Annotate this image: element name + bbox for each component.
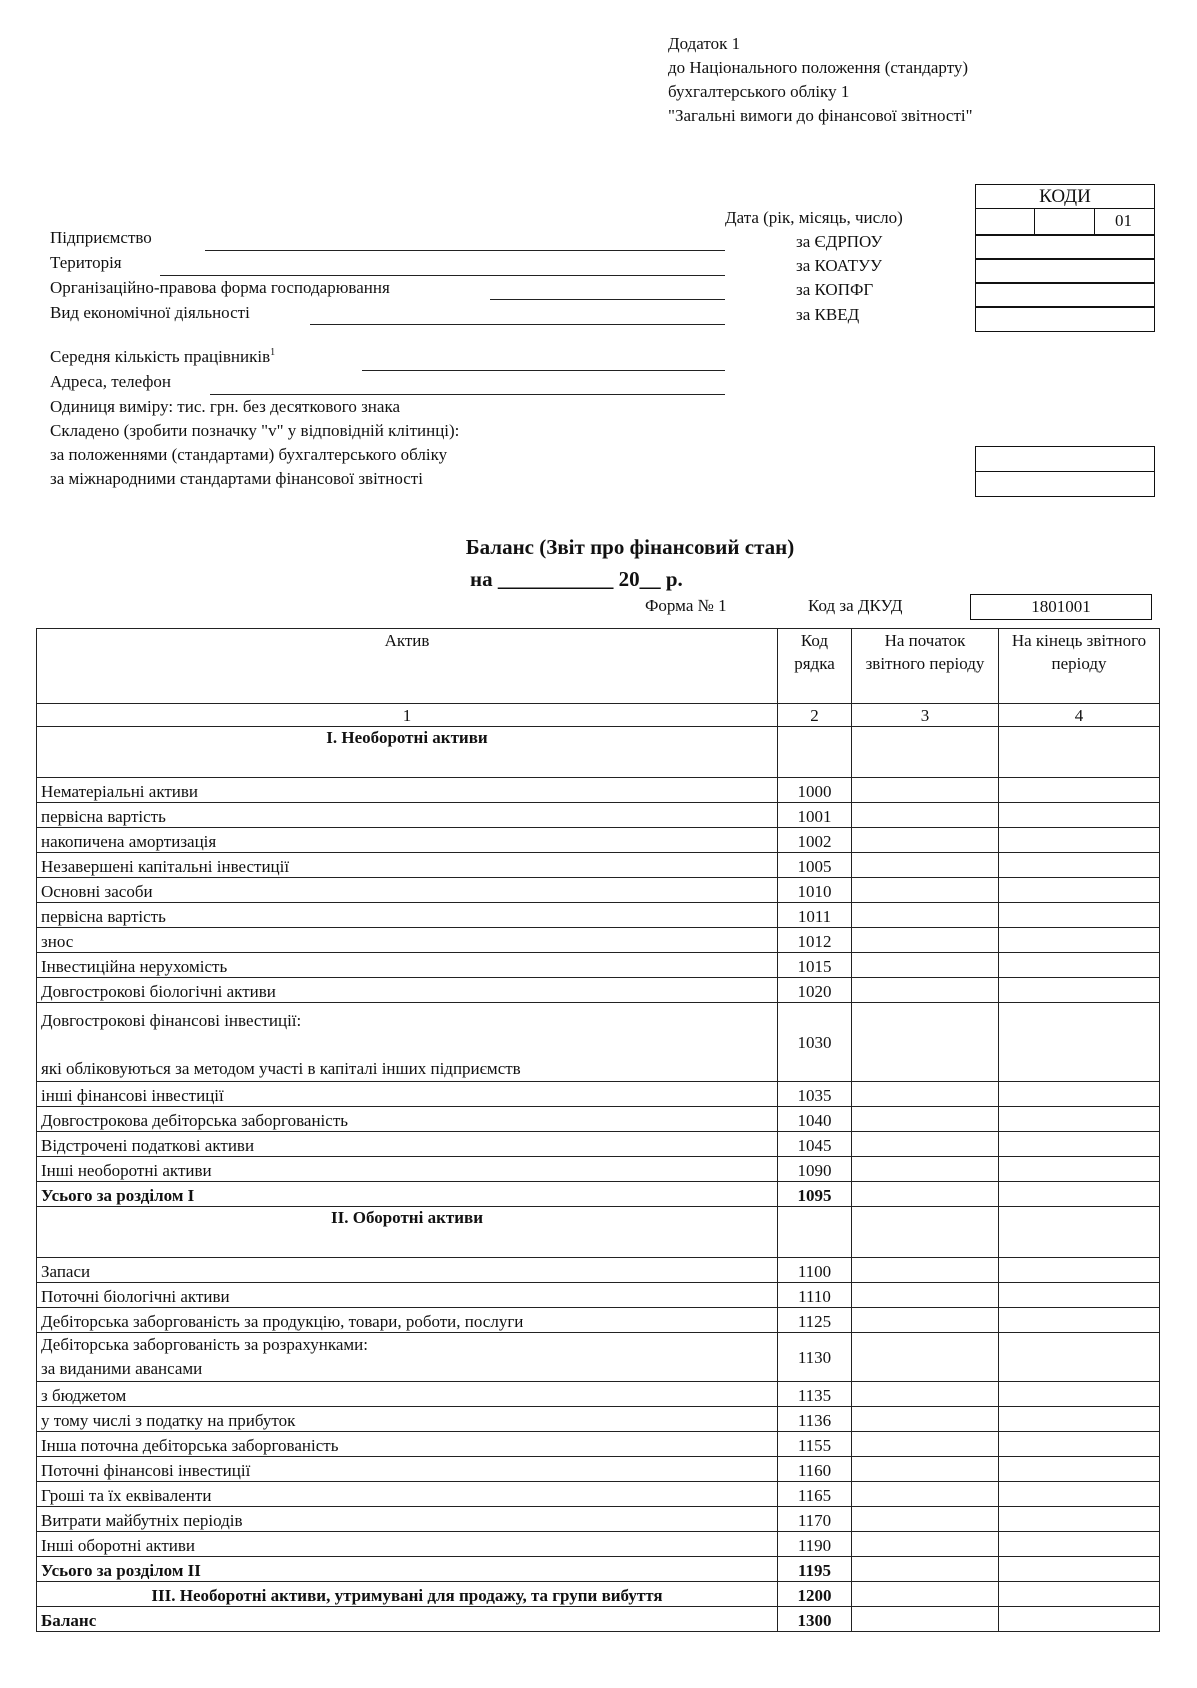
row-end-value[interactable] [999,1532,1160,1557]
row-code: 1190 [778,1532,852,1557]
employees-footnote: 1 [270,347,276,358]
row-code: 1165 [778,1482,852,1507]
section-2-rows-b [37,1382,1160,1557]
international-standards-label: за міжнародними стандартами фінансової звітності [50,469,423,488]
table-row [37,1432,1160,1457]
row-end-value[interactable] [999,778,1160,803]
page-title: Баланс (Звіт про фінансовий стан) [465,535,795,559]
row-code: 1130 [778,1333,852,1382]
territory-line[interactable] [160,275,725,276]
table-row [37,928,1160,953]
row-end-value[interactable] [999,1308,1160,1333]
territory-label: Територія [50,253,122,272]
table-header-row [37,629,1160,704]
kopfg-input[interactable] [975,282,1155,308]
table-row [37,1407,1160,1432]
row-end-value[interactable] [999,803,1160,828]
edrpou-input[interactable] [975,234,1155,260]
row-code: 1110 [778,1283,852,1308]
date-code-box[interactable] [975,208,1155,236]
table-row [37,878,1160,903]
total-2-begin[interactable] [852,1557,999,1582]
row-end-value[interactable] [999,1283,1160,1308]
col-num-3: 3 [852,704,999,727]
row-code: 1040 [778,1107,852,1132]
row-label [37,1003,778,1082]
koatuu-input[interactable] [975,258,1155,284]
activity-line[interactable] [310,324,725,325]
row-end-value[interactable] [999,1157,1160,1182]
row-begin-value[interactable] [852,1308,999,1333]
section-2-heading [37,1207,1160,1258]
col-num-2: 2 [778,704,852,727]
balance-row [37,1607,1160,1632]
row-end-value[interactable] [999,928,1160,953]
row-end-value[interactable] [999,853,1160,878]
row-label: первісна вартість [37,903,778,928]
unit-label: Одиниця виміру: тис. грн. без десяткового знака [50,397,401,416]
balance-table [36,628,1160,1632]
row-label: Довгострокові біологічні активи [37,978,778,1003]
kved-input[interactable] [975,306,1155,332]
row-end-value[interactable] [999,828,1160,853]
row-label: Витрати майбутніх періодів [37,1507,778,1532]
koatuu-label: за КОАТУУ [796,256,883,275]
row-label: Дебіторська заборгованість за продукцію, товари, роботи, послуги [37,1308,778,1333]
org-form-label: Організаційно-правова форма господарювання [50,278,390,297]
row-end-value[interactable] [999,1382,1160,1407]
total-2-code: 1195 [778,1557,852,1582]
section-3-code: 1200 [778,1582,852,1607]
section-3-row [37,1582,1160,1607]
row-end-value[interactable] [999,953,1160,978]
total-1-end[interactable] [999,1182,1160,1207]
table-row [37,953,1160,978]
table-row [37,1003,1160,1082]
row-code: 1000 [778,778,852,803]
row-label: первісна вартість [37,803,778,828]
row-begin-value[interactable] [852,1507,999,1532]
row-label: накопичена амортизація [37,828,778,853]
row-begin-value[interactable] [852,853,999,878]
row-end-value[interactable] [999,1107,1160,1132]
employees-label [50,347,275,367]
table-row [37,1482,1160,1507]
section-3-begin[interactable] [852,1582,999,1607]
row-begin-value[interactable] [852,1457,999,1482]
section-1-title: І. Необоротні активи [37,727,778,778]
balance-end[interactable] [999,1607,1160,1632]
employees-text: Середня кількість працівників [50,347,271,366]
row-begin-value[interactable] [852,1003,999,1082]
total-row-2 [37,1557,1160,1582]
section-2-rows-a [37,1258,1160,1333]
table-row [37,1532,1160,1557]
table-row [37,1082,1160,1107]
row-code: 1001 [778,803,852,828]
row-end-value[interactable] [999,1333,1160,1382]
row-begin-value[interactable] [852,878,999,903]
row-label: знос [37,928,778,953]
row-label: Інші необоротні активи [37,1157,778,1182]
total-row-1 [37,1182,1160,1207]
national-standards-label: за положеннями (стандартами) бухгалтерського обліку [50,445,448,464]
header-end: На кінець звітного періоду [999,629,1160,704]
table-row [37,1507,1160,1532]
row-begin-value[interactable] [852,978,999,1003]
compiled-label: Складено (зробити позначку "v" у відповідній клітинці): [50,421,460,440]
appendix-line-1: Додаток 1 [668,34,741,53]
row-label: у тому числі з податку на прибуток [37,1407,778,1432]
table-row [37,1382,1160,1407]
row-code: 1015 [778,953,852,978]
table-row [37,1457,1160,1482]
row-label: інші фінансові інвестиції [37,1082,778,1107]
row-code: 1155 [778,1432,852,1457]
row-code: 1135 [778,1382,852,1407]
row-code: 1002 [778,828,852,853]
row-begin-value[interactable] [852,1407,999,1432]
row-code: 1160 [778,1457,852,1482]
header-begin: На початок звітного періоду [852,629,999,704]
balance-code: 1300 [778,1607,852,1632]
row-end-value[interactable] [999,1507,1160,1532]
row-code: 1030 [778,1003,852,1082]
row-begin-value[interactable] [852,1333,999,1382]
table-row [37,1308,1160,1333]
header-asset: Актив [37,629,778,704]
row-begin-value[interactable] [852,903,999,928]
table-row [37,1333,1160,1382]
dkud-code: 1801001 [970,594,1152,620]
row-begin-value[interactable] [852,1082,999,1107]
row-label: Запаси [37,1258,778,1283]
section-2-title: ІІ. Оборотні активи [37,1207,778,1258]
row-begin-value[interactable] [852,1107,999,1132]
row-label-line-2: які обліковуються за методом участі в капіталі інших підприємств [41,1059,521,1078]
row-end-value[interactable] [999,1082,1160,1107]
edrpou-label: за ЄДРПОУ [796,232,883,251]
balance-label: Баланс [37,1607,778,1632]
row-label-line-1: Довгострокові фінансові інвестиції: [41,1011,302,1030]
dkud-label: Код за ДКУД [808,596,903,615]
row-end-value[interactable] [999,1457,1160,1482]
row-end-value[interactable] [999,1432,1160,1457]
col-num-4: 4 [999,704,1160,727]
appendix-note [668,32,973,128]
row-begin-value[interactable] [852,778,999,803]
section-1-rows [37,778,1160,1003]
row-begin-value[interactable] [852,803,999,828]
row-code: 1045 [778,1132,852,1157]
appendix-line-2: до Національного положення (стандарту) [668,58,969,77]
row-code: 1005 [778,853,852,878]
row-label: з бюджетом [37,1382,778,1407]
kopfg-label: за КОПФГ [796,280,874,299]
total-1-code: 1095 [778,1182,852,1207]
column-number-row [37,704,1160,727]
table-row [37,853,1160,878]
row-begin-value[interactable] [852,1283,999,1308]
table-row [37,828,1160,853]
row-code: 1010 [778,878,852,903]
header-code: Код рядка [778,629,852,704]
date-year-cell[interactable] [976,209,1035,235]
table-row [37,1107,1160,1132]
balance-begin[interactable] [852,1607,999,1632]
row-begin-value[interactable] [852,1132,999,1157]
date-day-value: 01 [1115,211,1132,230]
total-1-begin[interactable] [852,1182,999,1207]
table-row [37,803,1160,828]
row-end-value[interactable] [999,1132,1160,1157]
row-label-line-1: Дебіторська заборгованість за розрахунками: [41,1335,368,1354]
row-end-value[interactable] [999,1482,1160,1507]
appendix-line-4: "Загальні вимоги до фінансової звітності" [668,106,973,125]
section-3-end[interactable] [999,1582,1160,1607]
row-code: 1090 [778,1157,852,1182]
table-row [37,1258,1160,1283]
row-label: Інвестиційна нерухомість [37,953,778,978]
row-label: Інша поточна дебіторська заборгованість [37,1432,778,1457]
row-label [37,1333,778,1382]
international-standards-checkbox[interactable] [975,471,1155,497]
org-form-line[interactable] [490,299,725,300]
row-begin-value[interactable] [852,1532,999,1557]
table-row [37,978,1160,1003]
employees-line[interactable] [362,370,725,371]
row-label: Нематеріальні активи [37,778,778,803]
row-end-value[interactable] [999,878,1160,903]
row-label: Поточні біологічні активи [37,1283,778,1308]
row-label: Основні засоби [37,878,778,903]
row-label: Незавершені капітальні інвестиції [37,853,778,878]
col-num-1: 1 [37,704,778,727]
row-begin-value[interactable] [852,1382,999,1407]
table-row [37,1283,1160,1308]
total-2-end[interactable] [999,1557,1160,1582]
row-begin-value[interactable] [852,1157,999,1182]
table-row [37,778,1160,803]
address-line[interactable] [210,394,725,395]
row-begin-value[interactable] [852,953,999,978]
row-label: Довгострокова дебіторська заборгованість [37,1107,778,1132]
row-end-value[interactable] [999,903,1160,928]
row-code: 1125 [778,1308,852,1333]
kved-label: за КВЕД [796,305,860,324]
row-code: 1011 [778,903,852,928]
row-code: 1100 [778,1258,852,1283]
national-standards-checkbox[interactable] [975,446,1155,472]
enterprise-line[interactable] [205,250,725,251]
row-end-value[interactable] [999,1407,1160,1432]
row-label: Інші оборотні активи [37,1532,778,1557]
report-date-line: на ___________ 20__ р. [470,567,683,591]
row-label-line-2: за виданими авансами [41,1359,203,1378]
total-1-label: Усього за розділом І [37,1182,778,1207]
table-row [37,1157,1160,1182]
row-begin-value[interactable] [852,1432,999,1457]
date-label: Дата (рік, місяць, число) [725,208,903,227]
row-label: Відстрочені податкові активи [37,1132,778,1157]
table-row [37,1132,1160,1157]
activity-label: Вид економічної діяльності [50,303,250,322]
row-end-value[interactable] [999,1258,1160,1283]
row-end-value[interactable] [999,978,1160,1003]
row-begin-value[interactable] [852,928,999,953]
date-month-cell[interactable] [1034,209,1095,235]
row-begin-value[interactable] [852,828,999,853]
section-1-heading [37,727,1160,778]
row-code: 1020 [778,978,852,1003]
enterprise-label: Підприємство [50,228,152,247]
form-number: Форма № 1 [645,596,727,615]
row-code: 1170 [778,1507,852,1532]
address-label: Адреса, телефон [50,372,172,391]
appendix-line-3: бухгалтерського обліку 1 [668,82,850,101]
section-1-rows-b [37,1082,1160,1182]
row-end-value[interactable] [999,1003,1160,1082]
row-label: Гроші та їх еквіваленти [37,1482,778,1507]
table-row [37,903,1160,928]
row-code: 1035 [778,1082,852,1107]
row-label: Поточні фінансові інвестиції [37,1457,778,1482]
row-code: 1136 [778,1407,852,1432]
row-begin-value[interactable] [852,1258,999,1283]
row-begin-value[interactable] [852,1482,999,1507]
row-code: 1012 [778,928,852,953]
codes-title: КОДИ [975,184,1155,209]
total-2-label: Усього за розділом ІІ [37,1557,778,1582]
section-3-label: ІІІ. Необоротні активи, утримувані для продажу, та групи вибуття [37,1582,778,1607]
